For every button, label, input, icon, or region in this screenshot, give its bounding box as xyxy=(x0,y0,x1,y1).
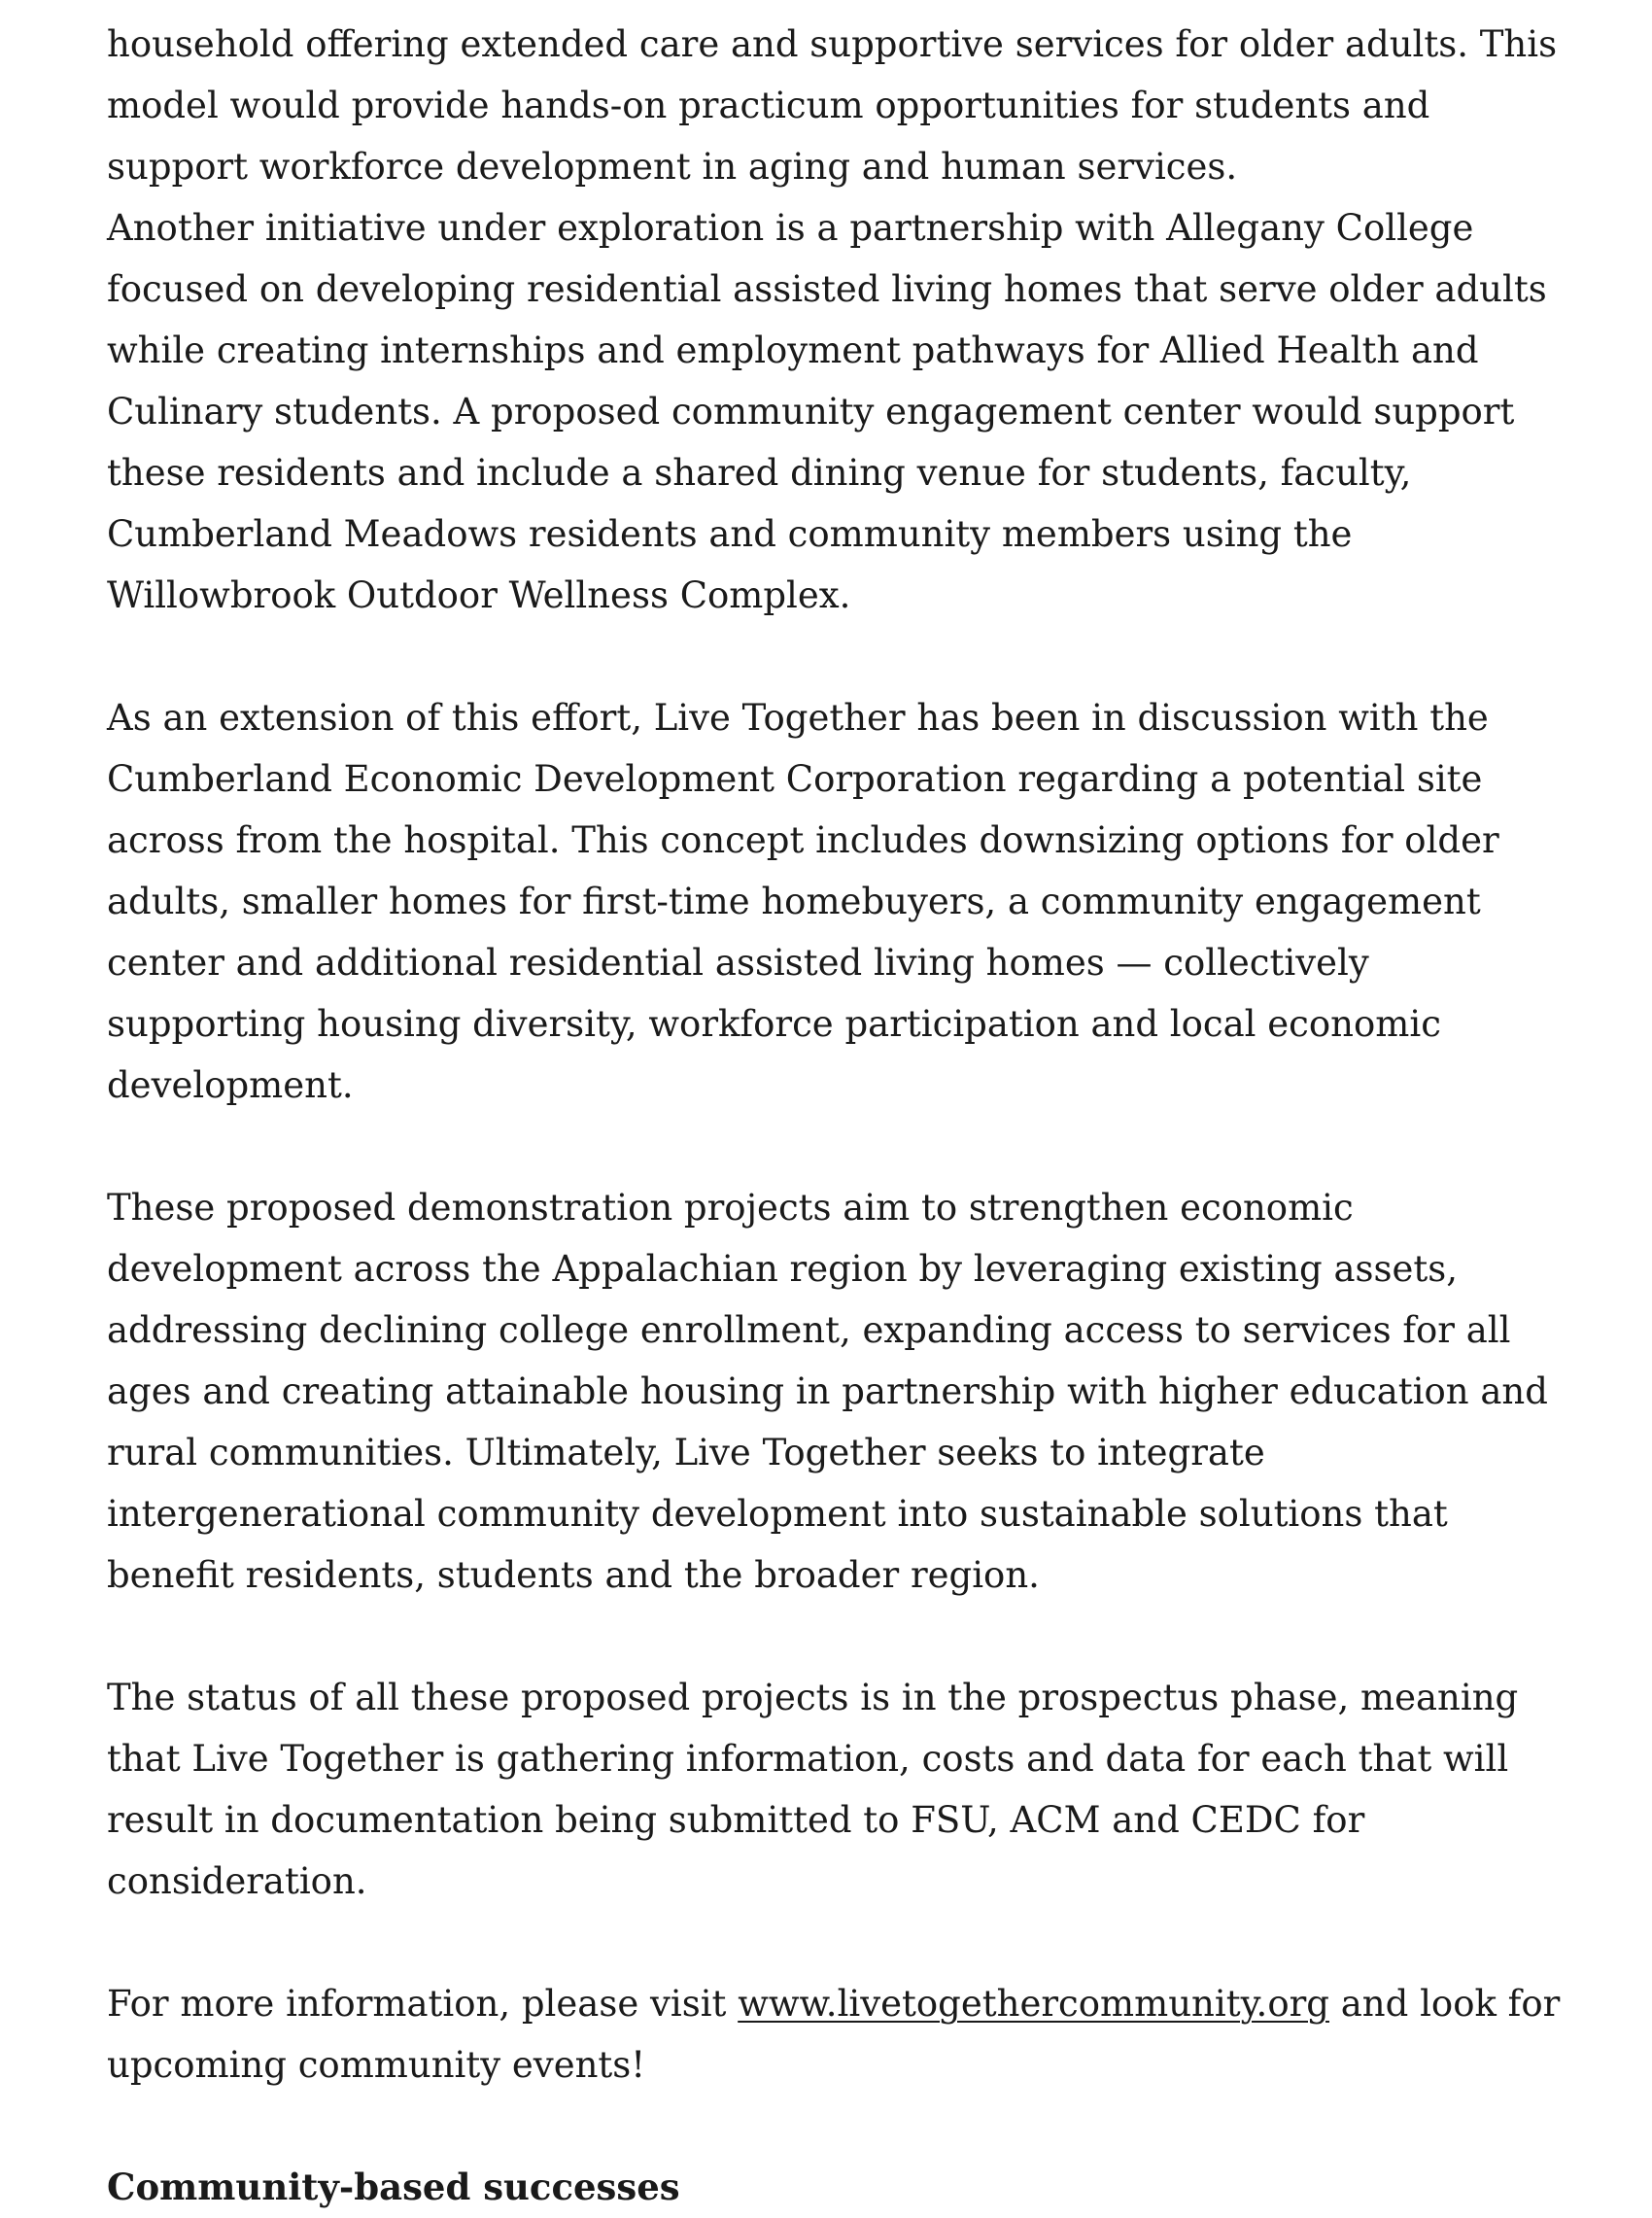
paragraph-cedc-site: As an extension of this effort, Live Together has been in discussion with the Cumberland Economic Development Corporation regarding a potential site across from the hospital. This concept includes downsizing options for older adults, smaller homes for first-time homebuyers, a community engagement center and additional residential assisted living homes — collectively supporting housing diversity, workforce participation and local economic development. xyxy=(107,697,1499,1106)
article-body xyxy=(107,14,1565,2218)
paragraph-allegany-college: Another initiative under exploration is a partnership with Allegany College focused on developing residential assisted living homes that serve older adults while creating internships and employment pathways for Allied Health and Culinary students. A proposed community engagement center would support these residents and include a shared dining venue for students, faculty, Cumberland Meadows residents and community members using the Willowbrook Outdoor Wellness Complex. xyxy=(107,207,1547,616)
paragraph-prospectus-status: The status of all these proposed projects is in the prospectus phase, meaning that Live Together is gathering information, costs and data for each that will result in documentation being submitted to FSU, ACM and CEDC for consideration. xyxy=(107,1677,1519,1902)
paragraph-extended-care: household offering extended care and supportive services for older adults. This model would provide hands-on practicum opportunities for students and support workforce development in aging and human services. xyxy=(107,23,1558,188)
website-link[interactable]: www.livetogethercommunity.org xyxy=(738,1983,1329,2025)
more-info-text-before: For more information, please visit xyxy=(107,1983,739,2025)
paragraph-demonstration-projects: These proposed demonstration projects aim to strengthen economic development across the Appalachian region by leveraging existing assets, addressing declining college enrollment, expanding access to services for all ages and creating attainable housing in partnership with higher education and rural communities. Ultimately, Live Together seeks to integrate intergenerational community development into sustainable solutions that benefit residents, students and the broader region. xyxy=(107,1187,1548,1596)
paragraph-more-info xyxy=(107,1973,1565,2096)
more-info-text-after: and look for upcoming community events! xyxy=(107,1983,1561,2086)
section-heading: Community-based successes xyxy=(107,2166,680,2208)
